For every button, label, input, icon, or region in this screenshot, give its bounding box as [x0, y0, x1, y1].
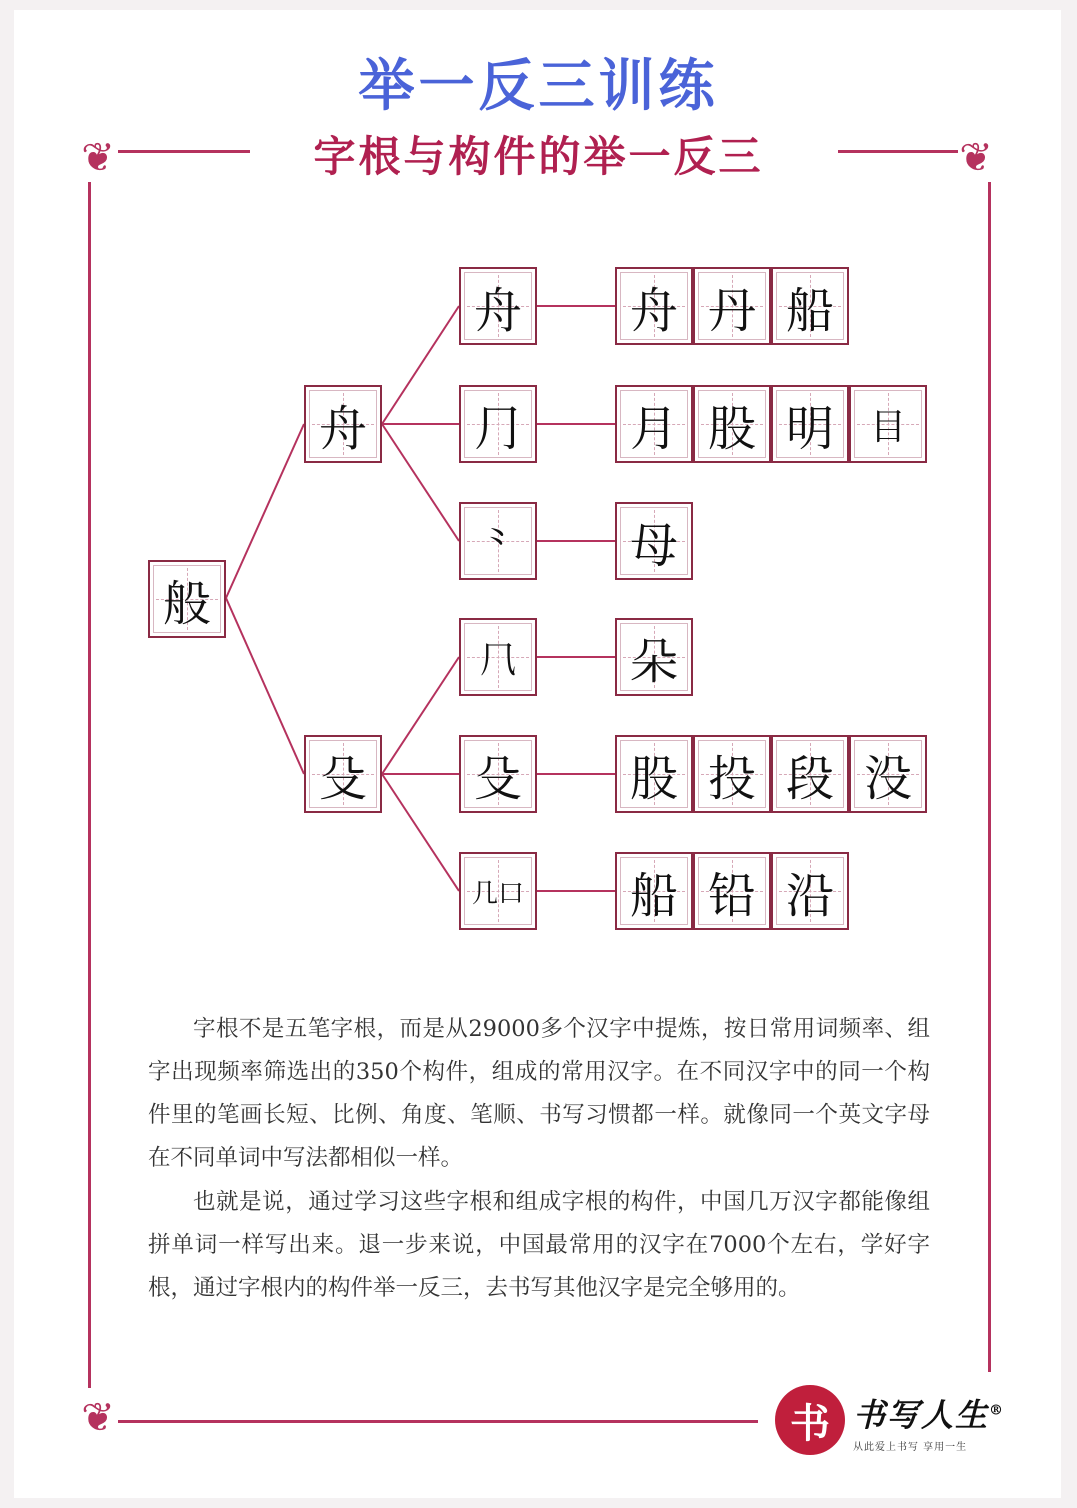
component-character: 舟	[318, 400, 367, 457]
example-character: 铅	[707, 867, 756, 924]
example-character: 股	[707, 400, 756, 457]
part-box-5	[459, 735, 537, 813]
example-character: 投	[707, 750, 756, 807]
component-character: 殳	[318, 750, 367, 807]
connector-branch1-to-part3	[382, 424, 459, 541]
example-character: 月	[629, 400, 678, 457]
example-box	[771, 852, 849, 930]
corner-ornament-top-right-icon: ❦	[959, 135, 993, 181]
part-character: 殳	[473, 750, 522, 807]
example-character: 沿	[785, 867, 834, 924]
part-character: 几口	[471, 878, 524, 909]
example-character: 船	[785, 282, 834, 339]
example-box	[849, 735, 927, 813]
brand-logo-glyph: 书	[790, 1399, 830, 1447]
root-character-box	[148, 560, 226, 638]
example-box	[615, 502, 693, 580]
connector-root-to-branch2	[226, 598, 304, 774]
brand-slogan: 从此爱上书写 享用一生	[853, 1442, 968, 1453]
example-character: 丹	[707, 282, 756, 339]
example-character: 船	[629, 867, 678, 924]
part-character: ⺀	[479, 523, 516, 565]
brand-name-text: 书写人生	[853, 1396, 990, 1434]
example-box	[615, 267, 693, 345]
example-box	[693, 852, 771, 930]
part-box-1	[459, 267, 537, 345]
connector-branch2-to-part4	[382, 657, 459, 774]
example-box	[693, 267, 771, 345]
corner-ornament-bottom-left-icon: ❦	[81, 1395, 115, 1441]
connector-root-to-branch1	[226, 424, 304, 598]
example-character: 股	[629, 750, 678, 807]
example-box	[771, 385, 849, 463]
example-box	[771, 735, 849, 813]
component-box-1	[304, 385, 382, 463]
registered-mark: ®	[989, 1402, 1006, 1419]
example-box	[693, 735, 771, 813]
component-box-2	[304, 735, 382, 813]
example-character: 朵	[629, 633, 678, 690]
explanation-text	[148, 1008, 930, 1311]
part-box-4	[459, 618, 537, 696]
example-character: 没	[863, 750, 912, 807]
example-character: 明	[785, 400, 834, 457]
part-character: ⺇	[479, 639, 516, 681]
part-character: 舟	[473, 282, 522, 339]
example-character: 段	[785, 750, 834, 807]
page-subtitle: 字根与构件的举一反三	[313, 132, 764, 181]
example-box	[615, 385, 693, 463]
example-character: 舟	[629, 282, 678, 339]
explanation-paragraph-2: 也就是说，通过学习这些字根和组成字根的构件，中国几万汉字都能像组拼单词一样写出来。退一步来说，中国最常用的汉字在7000个左右，学好字根，通过字根内的构件举一反三，去书写其他汉字是完全够用的。	[148, 1189, 930, 1301]
example-box	[849, 385, 927, 463]
part-character: ⺆	[473, 400, 522, 457]
part-box-6	[459, 852, 537, 930]
brand-name	[853, 1390, 1033, 1436]
brand-logo-icon	[775, 1385, 845, 1455]
example-box	[615, 618, 693, 696]
example-box	[693, 385, 771, 463]
part-box-3	[459, 502, 537, 580]
part-box-2	[459, 385, 537, 463]
example-box	[771, 267, 849, 345]
example-box	[615, 852, 693, 930]
connector-branch2-to-part6	[382, 774, 459, 891]
explanation-paragraph-1: 字根不是五笔字根，而是从29000多个汉字中提炼，按日常用词频率、组字出现频率筛选出的350个构件，组成的常用汉字。在不同汉字中的同一个构件里的笔画长短、比例、角度、笔顺、书写习惯都一样。就像同一个英文字母在不同单词中写法都相似一样。	[148, 1016, 930, 1171]
example-box	[615, 735, 693, 813]
connector-branch1-to-part1	[382, 306, 459, 424]
corner-ornament-top-left-icon: ❦	[81, 135, 115, 181]
example-character: 目	[869, 406, 906, 448]
example-character: 母	[629, 517, 678, 574]
root-character: 般	[162, 575, 211, 632]
page-title: 举一反三训练	[358, 54, 719, 119]
